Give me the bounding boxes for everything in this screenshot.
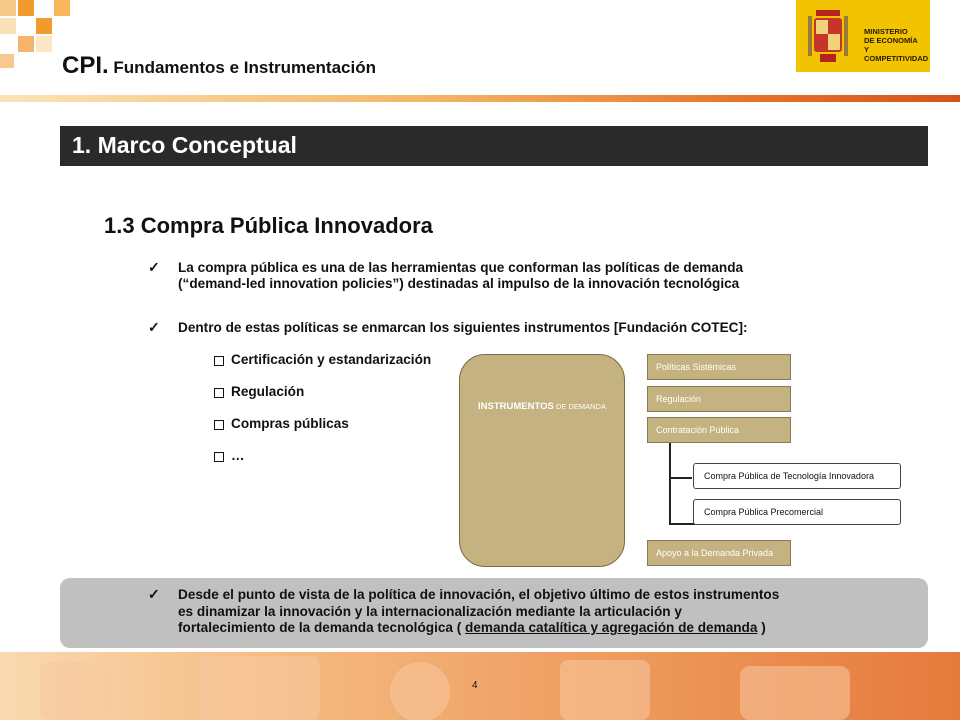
sub-item: Compras públicas [231, 416, 349, 431]
conclusion-underlined: demanda catalítica y agregación de demanda [465, 620, 758, 635]
diagram-main-label-rest: DE DEMANDA [553, 402, 606, 411]
deco-square [18, 36, 34, 52]
footer-heraldry-watermark [0, 652, 960, 720]
sub-item: … [231, 448, 245, 463]
conclusion-line-3-pre: fortalecimiento de la demanda tecnológica ( [178, 620, 466, 635]
diagram-box-cpp: Compra Pública Precomercial [693, 499, 901, 525]
title-main: CPI. [62, 52, 109, 79]
sub-item: Regulación [231, 384, 305, 399]
page-title [62, 52, 376, 80]
title-rest: Fundamentos e Instrumentación [108, 58, 376, 77]
section-subtitle: 1.3 Compra Pública Innovadora [104, 213, 433, 238]
coat-of-arms-icon [806, 6, 850, 66]
deco-square [18, 0, 34, 16]
sub-item: Certificación y estandarización [231, 352, 432, 367]
diagram-main-label-bold: INSTRUMENTOS [478, 401, 554, 412]
logo-text: MINISTERIO DE ECONOMÍA Y COMPETITIVIDAD [864, 27, 929, 63]
checkbox-square-icon [214, 420, 224, 430]
deco-square [36, 36, 52, 52]
checkmark-icon: ✓ [148, 319, 160, 335]
conclusion-line-3 [178, 620, 779, 637]
deco-square [54, 0, 70, 16]
bullet-1-line-2: (“demand-led innovation policies”) destinadas al impulso de la innovación tecnológica [178, 276, 740, 291]
diagram-box-politicas: Políticas Sistémicas [647, 354, 791, 380]
ministry-logo [796, 0, 930, 72]
deco-square [0, 18, 16, 34]
checkmark-icon: ✓ [148, 259, 160, 275]
bullet-2: Dentro de estas políticas se enmarcan los siguientes instrumentos [Fundación COTEC]: [178, 320, 748, 335]
header-stripe [0, 95, 960, 102]
bullet-1 [178, 260, 743, 292]
checkbox-square-icon [214, 356, 224, 366]
conclusion-line-2: es dinamizar la innovación y la internacionalización mediante la articulación y [178, 603, 682, 619]
diagram-main-label [460, 401, 624, 412]
checkmark-icon: ✓ [148, 586, 160, 602]
diagram-box-regulacion: Regulación [647, 386, 791, 412]
diagram-box-cpti: Compra Pública de Tecnología Innovadora [693, 463, 901, 489]
footer-band [0, 652, 960, 720]
conclusion-text [178, 587, 779, 637]
checkbox-square-icon [214, 452, 224, 462]
checkbox-square-icon [214, 388, 224, 398]
page-number: 4 [472, 680, 478, 691]
deco-square [36, 18, 52, 34]
diagram-box-apoyo: Apoyo a la Demanda Privada [647, 540, 791, 566]
conclusion-line-1: Desde el punto de vista de la política de innovación, el objetivo último de estos instrumentos [178, 587, 780, 602]
diagram-main-node [459, 354, 625, 567]
conclusion-line-3-post: ) [757, 620, 766, 635]
deco-square [0, 0, 16, 16]
section-banner [60, 126, 928, 166]
diagram-box-contratacion: Contratación Pública [647, 417, 791, 443]
bullet-1-line-1: La compra pública es una de las herramientas que conforman las políticas de demanda [178, 260, 744, 275]
deco-square [0, 54, 14, 68]
banner-title: 1. Marco Conceptual [72, 132, 297, 158]
